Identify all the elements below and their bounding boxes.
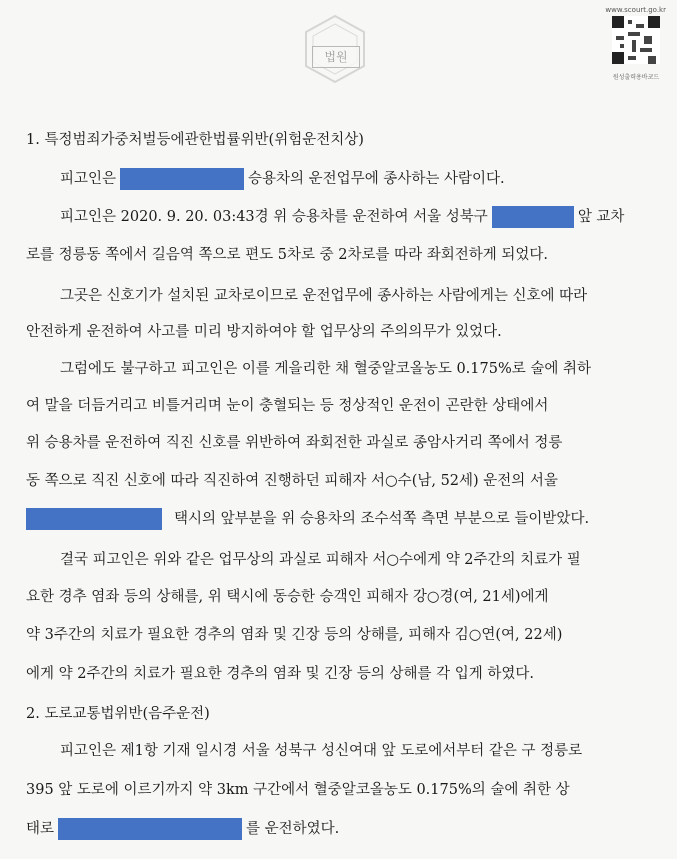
site-url: www.scourt.go.kr: [605, 6, 666, 14]
section2-heading: 2. 도로교통법위반(음주운전): [26, 706, 210, 722]
section1-paragraph1: 피고인은 승용차의 운전업무에 종사하는 사람이다.: [60, 165, 505, 193]
section1-paragraph2-line2: 로를 정릉동 쪽에서 길음역 쪽으로 편도 5차로 중 2차로를 따라 좌회전하게 되었다.: [26, 247, 548, 263]
section2-paragraph1-line3: 태로 를 운전하였다.: [26, 815, 339, 843]
section2-paragraph1-line2: 395 앞 도로에 이르기까지 약 3km 구간에서 혈중알코올농도 0.175%의 술에 취한 상: [26, 782, 570, 798]
section1-paragraph4-line5: 택시의 앞부분을 위 승용차의 조수석쪽 측면 부분으로 들이받았다.: [26, 505, 589, 533]
section1-paragraph5-line4: 에게 약 2주간의 치료가 필요한 경추의 염좌 및 긴장 등의 상해를 각 입게 하였다.: [26, 666, 534, 682]
section1-paragraph4-line3: 위 승용차를 운전하여 직진 신호를 위반하여 좌회전한 과실로 종암사거리 쪽에서 정릉: [26, 435, 563, 451]
section1-paragraph5-line1: 결국 피고인은 위와 같은 업무상의 과실로 피해자 서○수에게 약 2주간의 치료가 필: [60, 552, 581, 568]
barcode-caption: 원성출력용바코드: [612, 74, 660, 81]
section1-heading: 1. 특정범죄가중처벌등에관한법률위반(위험운전치상): [26, 132, 364, 148]
section1-paragraph4-line2: 여 말을 더듬거리고 비틀거리며 눈이 충혈되는 등 정상적인 운전이 곤란한 상태에서: [26, 398, 549, 414]
section1-paragraph4-line1: 그럼에도 불구하고 피고인은 이를 게을리한 채 혈중알코올농도 0.175%로 술에 취하: [60, 361, 591, 377]
redaction-block: [120, 168, 244, 190]
section1-paragraph4-line4: 동 쪽으로 직진 신호에 따라 직진하여 진행하던 피해자 서○수(남, 52세) 운전의 서울: [26, 473, 558, 489]
seal-text: 법원: [312, 46, 360, 68]
section1-paragraph5-line3: 약 3주간의 치료가 필요한 경추의 염좌 및 긴장 등의 상해를, 피해자 김○연(여, 22세): [26, 627, 563, 643]
redaction-block: [26, 508, 162, 530]
redaction-block: [492, 206, 574, 228]
section2-paragraph1-line1: 피고인은 제1항 기재 일시경 서울 성북구 성신여대 앞 도로에서부터 같은 구 정릉로: [60, 743, 583, 759]
redaction-block: [58, 818, 242, 840]
section1-paragraph3-line1: 그곳은 신호기가 설치된 교차로이므로 운전업무에 종사하는 사람에게는 신호에 따라: [60, 288, 588, 304]
section1-paragraph2-line1: 피고인은 2020. 9. 20. 03:43경 위 승용차를 운전하여 서울 성북구 앞 교차: [60, 203, 624, 231]
qr-barcode-icon: [612, 16, 660, 64]
section1-paragraph3-line2: 안전하게 운전하여 사고를 미리 방지하여야 할 업무상의 주의의무가 있었다.: [26, 324, 502, 340]
section1-paragraph5-line2: 요한 경추 염좌 등의 상해를, 위 택시에 동승한 승객인 피해자 강○경(여, 21세)에게: [26, 589, 549, 605]
